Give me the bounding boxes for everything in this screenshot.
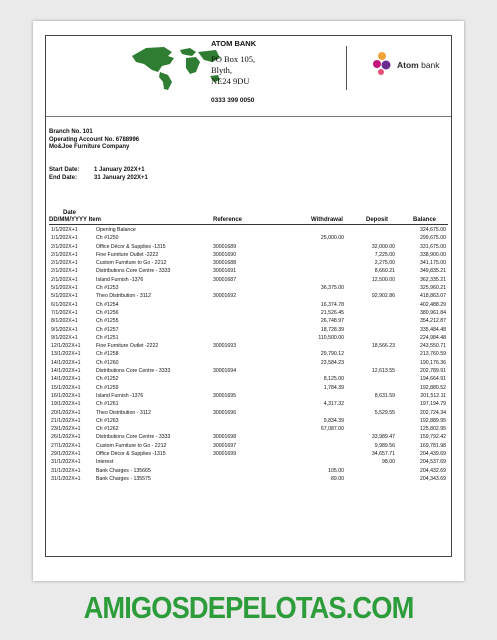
col-header-balance: Balance: [413, 217, 437, 223]
watermark: AMIGOSDEPELOTAS.COM: [83, 590, 414, 625]
row-item: Island Furnish -1376: [96, 276, 144, 283]
logo-word-bank: bank: [418, 60, 440, 70]
row-reference: 30001697: [213, 442, 237, 449]
row-reference: 30001694: [213, 368, 237, 375]
row-balance: 204,537.69: [420, 459, 446, 466]
company-name: Mo&Joe Furniture Company: [49, 144, 130, 150]
row-date: 31/1/202X+1: [51, 459, 81, 466]
row-balance: 204,439.69: [420, 451, 446, 458]
row-date: 1/1/202X+1: [51, 235, 78, 242]
row-date: 21/1/202X+1: [51, 417, 81, 424]
statement-page: [33, 21, 464, 581]
row-balance: 331,675.00: [420, 243, 446, 250]
row-withdrawal: 36,375.00: [320, 285, 344, 292]
row-item: Distributions Core Centre - 3333: [96, 368, 171, 375]
row-balance: 202,789.91: [420, 368, 446, 375]
row-deposit: 7,225.00: [374, 251, 395, 258]
row-deposit: 32,000.00: [371, 243, 395, 250]
table-row: [46, 309, 451, 317]
row-date: 1/1/202X+1: [51, 227, 78, 233]
operating-account-number: Operating Account No. 6788996: [49, 136, 140, 143]
row-withdrawal: 89.00: [331, 475, 344, 482]
table-row: [46, 442, 451, 450]
row-balance: 202,724.34: [420, 409, 446, 416]
start-date-label: Start Date:: [49, 167, 80, 173]
row-item: Office Décor & Supplies -1315: [96, 243, 166, 250]
world-map-icon: [124, 42, 224, 92]
address-line: PO Box 105,: [211, 54, 256, 64]
row-balance: 125,802.95: [420, 426, 446, 433]
table-row: [46, 417, 451, 425]
table-row: [46, 425, 451, 433]
row-withdrawal: 16,374.78: [320, 301, 344, 308]
row-item: Ch #1252: [96, 376, 119, 383]
row-item: Ch #1257: [96, 326, 119, 333]
header-divider: [346, 46, 347, 90]
row-reference: 30001687: [213, 276, 237, 283]
table-row: [46, 367, 451, 375]
row-item: Ch #1261: [96, 401, 119, 408]
row-item: Fine Furniture Outlet -2222: [96, 343, 159, 350]
row-balance: 325,960.21: [420, 285, 446, 292]
row-balance: 201,512.11: [420, 392, 446, 399]
table-row: [46, 467, 451, 475]
row-balance: 338,900.00: [420, 251, 446, 258]
row-date: 12/1/202X+1: [51, 343, 81, 350]
table-row: [46, 326, 451, 334]
row-item: Bank Charges - 135575: [96, 475, 151, 482]
row-withdrawal: 67,087.00: [320, 426, 344, 433]
row-item: Theo Distribution - 3112: [96, 409, 151, 416]
table-row: [46, 392, 451, 400]
row-date: 2/1/202X+1: [51, 276, 78, 283]
row-withdrawal: 25,000.00: [320, 235, 344, 242]
row-reference: 30001699: [213, 451, 237, 458]
statement-frame: [45, 35, 452, 557]
row-reference: 30001693: [213, 343, 237, 350]
row-date: 5/1/202X+1: [51, 285, 78, 292]
row-date: 31/1/202X+1: [51, 467, 81, 474]
row-date: 14/1/202X+1: [51, 359, 81, 366]
row-deposit: 34,657.71: [371, 451, 395, 458]
row-balance: 418,863.07: [420, 293, 446, 300]
end-date-label: End Date:: [49, 175, 78, 181]
row-withdrawal: 105.00: [328, 467, 344, 474]
table-row: [46, 301, 451, 309]
col-header-withdrawal: Withdrawal: [311, 217, 343, 223]
logo-word-atom: Atom: [397, 60, 419, 70]
row-item: Custom Furniture to Go - 2212: [96, 260, 167, 267]
row-withdrawal: 8,125.00: [323, 376, 344, 383]
table-row: [46, 259, 451, 267]
table-row: [46, 284, 451, 292]
table-row: [46, 243, 451, 251]
row-item: Distributions Core Centre - 3333: [96, 434, 171, 441]
branch-number: Branch No. 101: [49, 129, 93, 135]
row-deposit: 8,631.59: [374, 392, 395, 399]
row-item: Ch #1250: [96, 235, 119, 242]
row-balance: 197,194.79: [420, 401, 446, 408]
col-header-date-item: DD/MM/YYYY Item: [49, 217, 101, 223]
table-row: [46, 226, 451, 234]
row-balance: 224,984.48: [420, 334, 446, 341]
row-withdrawal: 110,500.00: [318, 334, 344, 341]
row-reference: 30001698: [213, 434, 237, 441]
row-deposit: 33,989.47: [371, 434, 395, 441]
row-balance: 169,781.98: [420, 442, 446, 449]
table-row: [46, 433, 451, 441]
row-balance: 324,675.00: [420, 227, 446, 233]
row-item: Office Décor & Supplies -1315: [96, 451, 166, 458]
row-balance: 204,343.69: [420, 475, 446, 482]
table-row: [46, 342, 451, 350]
end-date-value: 31 January 202X+1: [94, 175, 148, 181]
row-date: 15/1/202X+1: [51, 384, 81, 391]
row-item: Fine Furniture Outlet -2222: [96, 251, 159, 258]
row-item: Ch #1251: [96, 334, 119, 341]
row-deposit: 92,902.86: [371, 293, 395, 300]
row-withdrawal: 9,834.39: [323, 417, 344, 424]
row-deposit: 98.00: [382, 459, 395, 466]
row-deposit: 18,566.23: [371, 343, 395, 350]
table-row: [46, 292, 451, 300]
row-reference: 30001688: [213, 260, 237, 267]
row-balance: 402,488.29: [420, 301, 446, 308]
row-balance: 213,760.59: [420, 351, 446, 358]
row-reference: 30001695: [213, 392, 237, 399]
row-date: 29/1/202X+1: [51, 451, 81, 458]
row-item: Distributions Core Centre - 3333: [96, 268, 171, 275]
row-withdrawal: 21,526.45: [320, 309, 344, 316]
row-item: Ch #1263: [96, 417, 119, 424]
row-deposit: 8,660.21: [374, 268, 395, 275]
row-item: Island Furnish -1376: [96, 392, 144, 399]
row-withdrawal: 1,784.39: [323, 384, 344, 391]
logo-wordmark: [397, 60, 440, 70]
row-reference: 30001696: [213, 409, 237, 416]
row-date: 7/1/202X+1: [51, 309, 78, 316]
row-balance: 190,176.36: [420, 359, 446, 366]
row-date: 2/1/202X+1: [51, 243, 78, 250]
row-withdrawal: 4,317.32: [323, 401, 344, 408]
row-balance: 362,335.21: [420, 276, 446, 283]
row-balance: 335,484.48: [420, 326, 446, 333]
table-row: [46, 267, 451, 275]
transaction-table: [46, 226, 451, 483]
row-date: 14/1/202X+1: [51, 376, 81, 383]
row-date: 20/1/202X+1: [51, 409, 81, 416]
row-balance: 349,835.21: [420, 268, 446, 275]
row-deposit: 12,613.55: [371, 368, 395, 375]
col-header-deposit: Deposit: [366, 217, 389, 223]
row-deposit: 2,275.00: [374, 260, 395, 267]
bank-phone: 0333 399 0050: [211, 97, 255, 104]
row-deposit: 12,500.00: [371, 276, 395, 283]
row-date: 6/1/202X+1: [51, 301, 78, 308]
row-date: 2/1/202X+1: [51, 251, 78, 258]
col-header-reference: Reference: [213, 217, 243, 223]
col-header-date: Date: [63, 210, 77, 216]
row-reference: 30001692: [213, 293, 237, 300]
row-date: 14/1/202X+1: [51, 368, 81, 375]
row-withdrawal: 23,584.23: [320, 359, 344, 366]
row-item: Bank Charges - 135665: [96, 467, 151, 474]
table-row: [46, 400, 451, 408]
row-balance: 159,792.42: [420, 434, 446, 441]
row-item: Interest: [96, 459, 114, 466]
account-info: [49, 129, 139, 152]
bank-address: [211, 54, 255, 87]
row-balance: 299,675.00: [420, 235, 446, 242]
row-item: Custom Furniture to Go - 2212: [96, 442, 167, 449]
row-balance: 194,664.91: [420, 376, 446, 383]
row-item: Ch #1254: [96, 301, 119, 308]
row-item: Theo Distribution - 3112: [96, 293, 151, 300]
statement-period: [49, 166, 148, 182]
row-withdrawal: 26,748.97: [320, 318, 344, 325]
row-balance: 341,175.00: [420, 260, 446, 267]
row-balance: 354,212.87: [420, 318, 446, 325]
row-deposit: 5,529.55: [374, 409, 395, 416]
row-item: Ch #1255: [96, 318, 119, 325]
header-rule: [46, 116, 451, 117]
table-row: [46, 450, 451, 458]
row-balance: 192,880.52: [420, 384, 446, 391]
table-row: [46, 317, 451, 325]
row-date: 9/1/202X+1: [51, 326, 78, 333]
row-date: 8/1/202X+1: [51, 318, 78, 325]
table-row: [46, 359, 451, 367]
table-row: [46, 234, 451, 242]
row-withdrawal: 29,790.12: [320, 351, 344, 358]
row-date: 2/1/202X+1: [51, 268, 78, 275]
row-balance: 204,432.69: [420, 467, 446, 474]
row-reference: 30001689: [213, 243, 237, 250]
row-item: Ch #1259: [96, 384, 119, 391]
row-date: 16/1/202X+1: [51, 392, 81, 399]
row-date: 5/1/202X+1: [51, 293, 78, 300]
address-line: Blyth,: [211, 65, 233, 75]
row-date: 2/1/202X+1: [51, 260, 78, 267]
row-date: 23/1/202X+1: [51, 426, 81, 433]
row-withdrawal: 18,728.39: [320, 326, 344, 333]
row-date: 26/1/202X+1: [51, 434, 81, 441]
row-item: Ch #1258: [96, 351, 119, 358]
start-date-value: 1 January 202X+1: [94, 167, 145, 173]
row-item: Ch #1256: [96, 309, 119, 316]
row-reference: 30001691: [213, 268, 237, 275]
row-date: 9/1/202X+1: [51, 334, 78, 341]
table-row: [46, 384, 451, 392]
table-row: [46, 375, 451, 383]
table-header-rule: [49, 224, 448, 225]
row-balance: 380,961.84: [420, 309, 446, 316]
row-date: 27/1/202X+1: [51, 442, 81, 449]
table-row: [46, 334, 451, 342]
row-deposit: 9,989.56: [374, 442, 395, 449]
row-balance: 243,550.71: [420, 343, 446, 350]
row-date: 31/1/202X+1: [51, 475, 81, 482]
address-line: NE24 9DU: [211, 76, 250, 86]
table-row: [46, 276, 451, 284]
row-item: Opening Balance: [96, 227, 136, 233]
table-row: [46, 350, 451, 358]
row-item: Ch #1253: [96, 285, 119, 292]
table-row: [46, 475, 451, 483]
table-row: [46, 251, 451, 259]
row-balance: 192,889.95: [420, 417, 446, 424]
table-row: [46, 458, 451, 466]
bank-name: ATOM BANK: [211, 39, 257, 48]
row-date: 13/1/202X+1: [51, 351, 81, 358]
row-date: 19/1/202X+1: [51, 401, 81, 408]
row-item: Ch #1262: [96, 426, 119, 433]
row-item: Ch #1260: [96, 359, 119, 366]
table-row: [46, 409, 451, 417]
row-reference: 30001690: [213, 251, 237, 258]
